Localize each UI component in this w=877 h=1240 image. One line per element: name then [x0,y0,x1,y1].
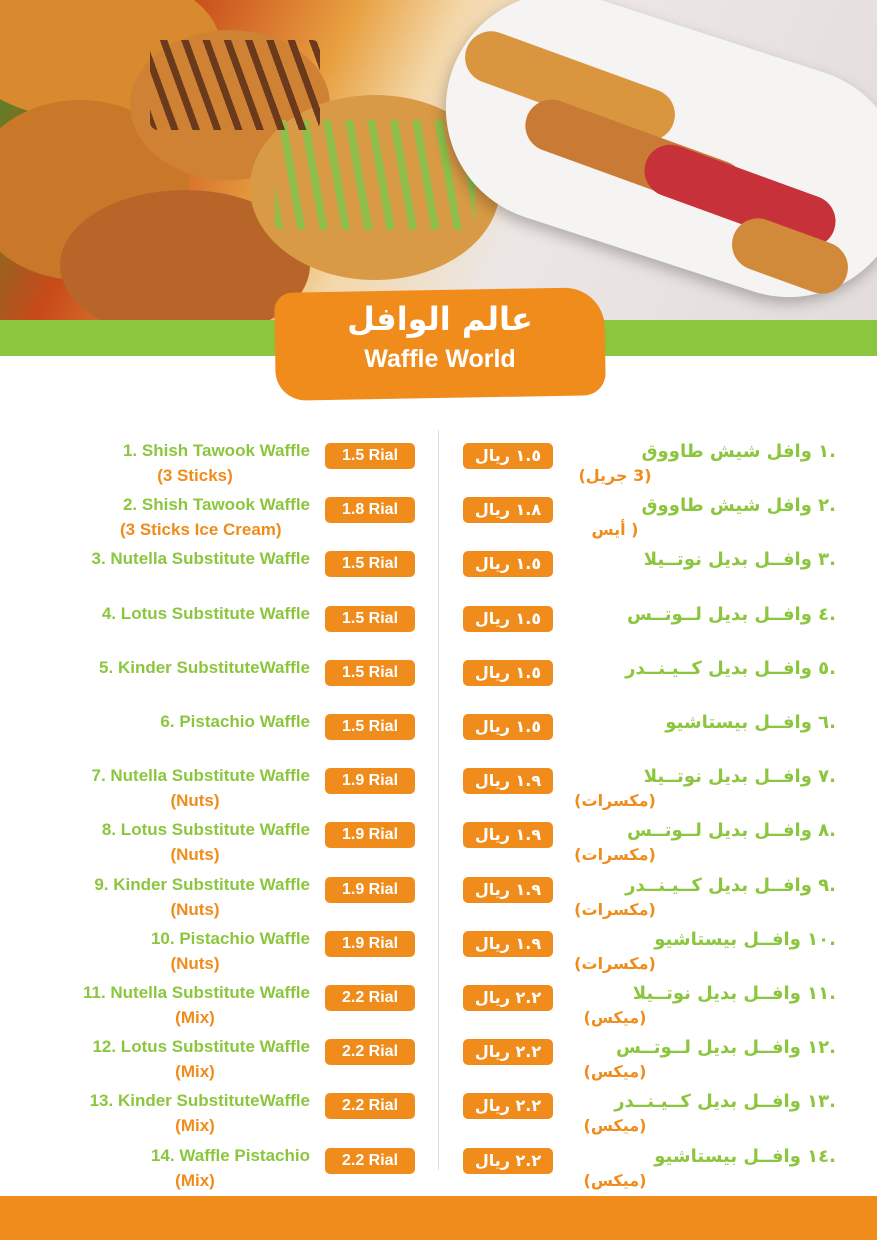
item-name-arabic: .١٤ وافــل بيستاشيو [654,1145,836,1167]
item-name-english: 4. Lotus Substitute Waffle [101,603,310,623]
price-badge-arabic: ٢.٢ ريال [463,1093,553,1119]
item-note-arabic: (ميكس) [583,1062,647,1082]
item-note-english: (3 Sticks Ice Cream) [120,520,282,540]
item-name-arabic: .٨ وافــل بديل لــوتــس [627,820,836,842]
price-badge-english: 1.5 Rial [325,714,415,740]
item-name-arabic: .٥ وافــل بديل كــيـنــدر [625,657,836,679]
item-name-arabic: .٦ وافــل بيستاشيو [665,712,836,733]
price-badge-english: 1.8 Rial [325,497,415,523]
menu-item-row [0,1037,877,1091]
item-name-english: 10. Pistachio Waffle [150,928,310,948]
item-note-english: (Mix) [175,1062,215,1082]
item-name-english: 5. Kinder SubstituteWaffle [99,657,310,677]
item-note-arabic: (مكسرات) [574,845,656,865]
item-name-english: 3. Nutella Substitute Waffle [91,549,310,569]
item-note-arabic: (ميكس) [583,1116,647,1136]
price-badge-arabic: ١.٥ ريال [463,660,553,686]
item-name-arabic: .١ وافل شيش طاووق [641,441,836,462]
item-name-arabic: .٩ وافــل بديل كــيـنــدر [625,874,836,896]
menu-item-row [0,983,877,1037]
price-badge-arabic: ١.٩ ريال [463,877,553,903]
item-name-arabic: .١٠ وافــل بيستاشيو [654,928,836,950]
item-note-arabic: (مكسرات) [574,791,656,811]
item-name-english: 9. Kinder Substitute Waffle [94,874,310,894]
price-badge-english: 1.9 Rial [325,877,415,903]
price-badge-arabic: ٢.٢ ريال [463,985,553,1011]
price-badge-english: 1.9 Rial [325,822,415,848]
item-note-english: (3 Sticks) [157,466,233,485]
price-badge-english: 2.2 Rial [325,1039,415,1065]
item-name-arabic: .٤ وافــل بديل لــوتــس [627,603,836,625]
item-name-english: 13. Kinder SubstituteWaffle [89,1091,310,1111]
bottom-band [0,1196,877,1240]
item-name-english: 12. Lotus Substitute Waffle [92,1037,310,1057]
menu-item-row [0,712,877,766]
item-name-english: 14. Waffle Pistachio [150,1145,310,1165]
menu-item-row [0,549,877,603]
item-name-arabic: .١٣ وافــل بديل كــيـنــدر [614,1091,836,1113]
item-name-arabic: .٢ وافل شيش طاووق [641,495,836,517]
item-note-english: (Mix) [175,1116,215,1136]
item-note-arabic: (ميكس) [583,1008,647,1027]
price-badge-arabic: ١.٨ ريال [463,497,553,523]
item-name-arabic: .٣ وافــل بديل نوتــيلا [643,549,836,571]
menu-item-row [0,820,877,874]
item-note-arabic: ( أيس [591,520,639,540]
hero-photo [0,0,877,325]
item-note-english: (Nuts) [170,791,220,811]
item-note-english: (Mix) [175,1008,215,1027]
item-name-english: 2. Shish Tawook Waffle [122,495,310,515]
item-name-arabic: .١١ وافــل بديل نوتــيلا [632,983,836,1004]
item-name-english: 1. Shish Tawook Waffle [122,441,310,460]
item-note-english: (Nuts) [170,899,220,919]
item-note-arabic: (ميكس) [583,1170,647,1190]
menu-item-row [0,658,877,712]
price-badge-arabic: ١.٥ ريال [463,714,553,740]
pistachio-drizzle [275,120,475,230]
price-badge-english: 2.2 Rial [325,1148,415,1174]
menu-item-row [0,929,877,983]
item-name-english: 7. Nutella Substitute Waffle [91,766,310,786]
item-name-english: 6. Pistachio Waffle [160,712,310,731]
item-note-english: (Mix) [175,1170,215,1190]
price-badge-arabic: ٢.٢ ريال [463,1148,553,1174]
price-badge-arabic: ١.٩ ريال [463,931,553,957]
item-note-english: (Nuts) [170,953,220,973]
menu-item-row [0,1091,877,1145]
price-badge-english: 1.5 Rial [325,660,415,686]
title-arabic: عالم الوافل [347,300,533,338]
price-badge-english: 1.9 Rial [325,931,415,957]
price-badge-english: 1.9 Rial [325,768,415,794]
menu-item-row [0,766,877,820]
price-badge-english: 2.2 Rial [325,985,415,1011]
item-name-arabic: .١٢ وافــل بديل لــوتــس [616,1037,836,1059]
price-badge-english: 1.5 Rial [325,443,415,469]
price-badge-arabic: ٢.٢ ريال [463,1039,553,1065]
price-badge-arabic: ١.٩ ريال [463,822,553,848]
price-badge-english: 1.5 Rial [325,606,415,632]
item-note-arabic: (مكسرات) [574,899,656,919]
item-name-english: 11. Nutella Substitute Waffle [82,983,310,1002]
menu-item-row [0,441,877,495]
price-badge-arabic: ١.٥ ريال [463,606,553,632]
item-note-arabic: (3 جريل) [578,466,652,485]
chocolate-drizzle [150,40,320,130]
price-badge-english: 2.2 Rial [325,1093,415,1119]
menu-item-row [0,495,877,549]
menu-item-row [0,604,877,658]
item-note-arabic: (مكسرات) [574,953,656,973]
item-name-arabic: .٧ وافــل بديل نوتــيلا [643,766,836,788]
title-english: Waffle World [364,345,516,373]
menu-item-row [0,875,877,929]
price-badge-arabic: ١.٩ ريال [463,768,553,794]
item-note-english: (Nuts) [170,845,220,865]
price-badge-english: 1.5 Rial [325,551,415,577]
item-name-english: 8. Lotus Substitute Waffle [101,820,310,840]
price-badge-arabic: ١.٥ ريال [463,443,553,469]
price-badge-arabic: ١.٥ ريال [463,551,553,577]
menu-item-row [0,1146,877,1200]
